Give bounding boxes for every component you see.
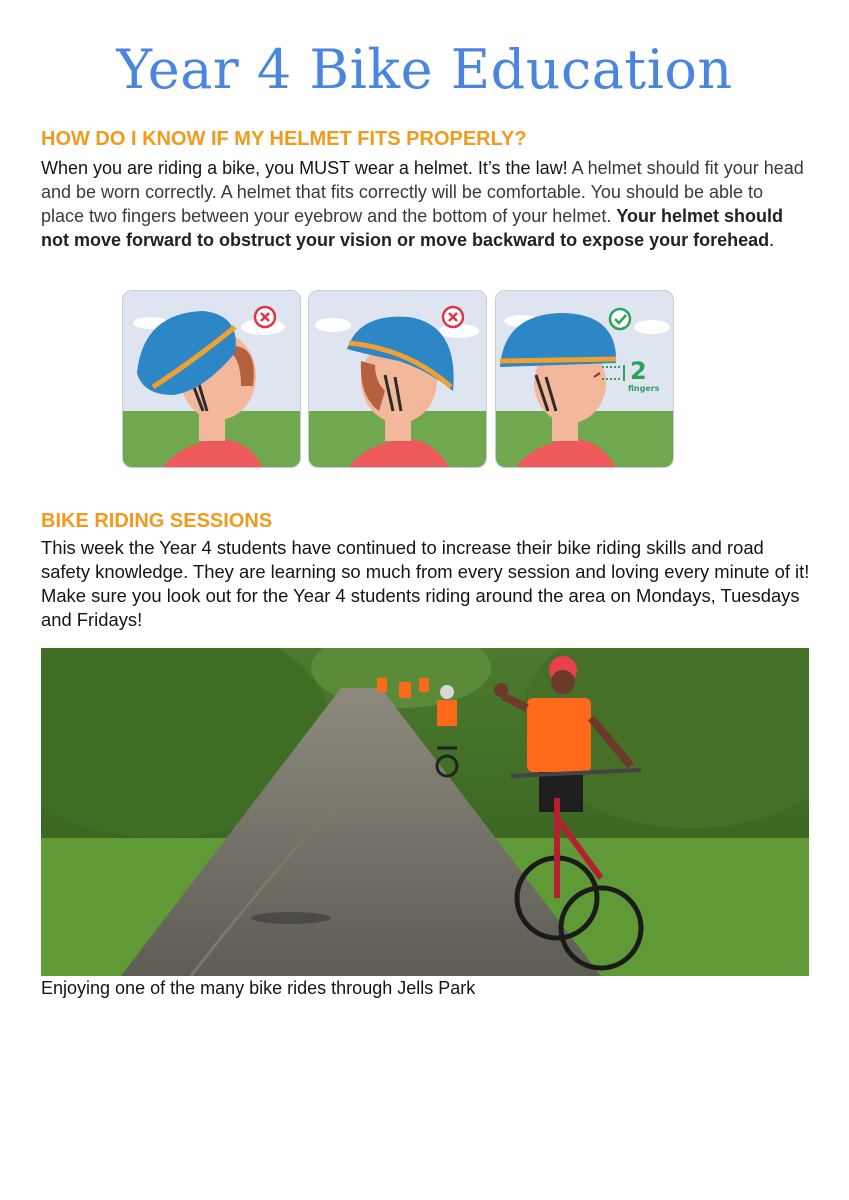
sessions-paragraph: This week the Year 4 students have continued to increase their bike riding skills and road safety knowledge. They are learning so much from every session and loving every minute of it! Make sure you look out for the Year 4 students riding around the area on Mondays, Tuesdays and Fridays! xyxy=(41,537,810,630)
check-circle-icon xyxy=(610,309,630,329)
helmet-panel-tilted-forward xyxy=(308,290,487,468)
helmet-fit-heading: HOW DO I KNOW IF MY HELMET FITS PROPERLY? xyxy=(41,128,527,150)
helmet-panel-tilted-back xyxy=(122,290,301,468)
helmet-law-text: When you are riding a bike, you MUST wear a helmet. It’s the law! xyxy=(41,158,568,178)
bike-ride-photo xyxy=(41,648,809,976)
finger-label: fingers xyxy=(628,384,660,393)
helmet-panel-correct-fit xyxy=(495,290,674,468)
helmet-paragraph-end: . xyxy=(769,230,775,250)
sessions-heading: BIKE RIDING SESSIONS xyxy=(41,510,273,532)
finger-count: 2 xyxy=(630,357,647,385)
photo-caption: Enjoying one of the many bike rides through Jells Park xyxy=(41,978,476,998)
helmet-fit-text: A helmet should fit your head and be worn correctly. A helmet that fits correctly will be comfortable. You should be able to place two fingers between your eyebrow and the bottom of your helmet. xyxy=(41,158,804,226)
helmet-fit-illustrations xyxy=(122,290,674,468)
helmet-fit-paragraph xyxy=(41,156,811,252)
helmet-warning-text: Your helmet should not move forward to obstruct your vision or move backward to expose your forehead xyxy=(41,206,784,250)
page-title: Year 4 Bike Education xyxy=(116,38,733,101)
